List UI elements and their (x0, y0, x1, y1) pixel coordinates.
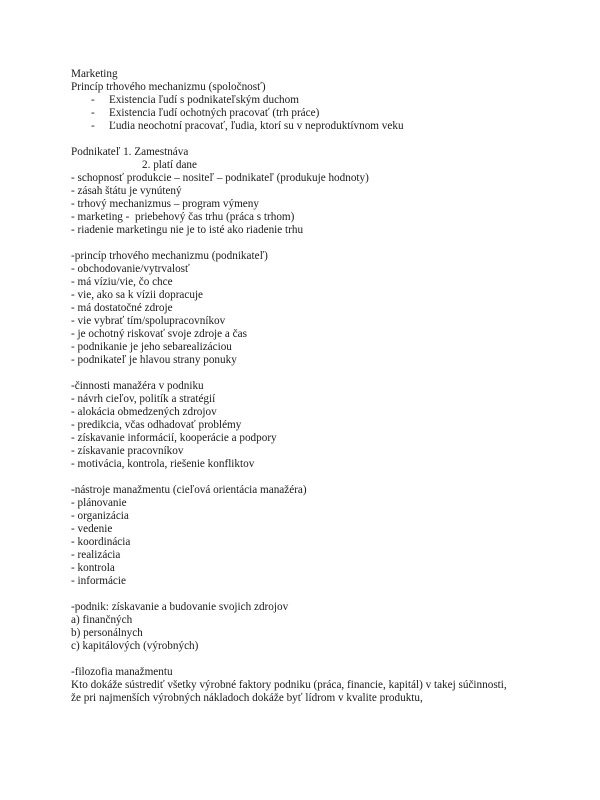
podnikatel-heading-second: 2. platí dane (142, 159, 197, 171)
list-item: - získavanie informácií, kooperácie a podpory (71, 432, 277, 444)
list-item: - koordinácia (71, 536, 131, 548)
list-item: - organizácia (71, 510, 129, 522)
filozofia-section (71, 666, 586, 705)
marketing-subtitle: Princíp trhového mechanizmu (spoločnosť) (71, 81, 266, 93)
list-item: - vie, ako sa k vízii dopracuje (71, 289, 204, 301)
marketing-bullet-list (71, 94, 586, 133)
bullet-dash: - (91, 94, 95, 106)
list-item: - schopnosť produkcie – nositeľ – podnikateľ (produkuje hodnoty) (71, 172, 369, 184)
marketing-section (71, 68, 586, 133)
list-item-text: Existencia ľudí ochotných pracovať (trh práce) (109, 107, 320, 119)
list-item: - vedenie (71, 523, 113, 535)
section-heading: -činnosti manažéra v podniku (71, 380, 204, 392)
nastroje-section (71, 484, 586, 588)
filozofia-paragraph: Kto dokáže sústrediť všetky výrobné faktory podniku (práca, financie, kapitál) v takej súčinnosti, že pri najmenších výrobných nákladoch dokáže byť lídrom v kvalite produktu, (71, 679, 507, 704)
list-item: - trhový mechanizmus – program výmeny (71, 198, 259, 210)
section-heading: -filozofia manažmentu (71, 666, 173, 678)
list-item: - návrh cieľov, politík a stratégií (71, 393, 216, 405)
list-item: - získavanie pracovníkov (71, 445, 184, 457)
podnik-section (71, 601, 586, 653)
list-item-text: Existencia ľudí s podnikateľským duchom (109, 94, 299, 106)
section-heading: -nástroje manažmentu (cieľová orientácia manažéra) (71, 484, 307, 496)
list-item: - zásah štátu je vynútený (71, 185, 182, 197)
bullet-dash: - (91, 107, 95, 119)
list-item: - obchodovanie/vytrvalosť (71, 263, 190, 275)
list-item: - motivácia, kontrola, riešenie konfliktov (71, 458, 255, 470)
list-item: - má dostatočné zdroje (71, 302, 173, 314)
document-page (71, 68, 586, 705)
section-heading: -princíp trhového mechanizmu (podnikateľ) (71, 250, 268, 262)
list-item (71, 94, 586, 107)
list-item: - informácie (71, 575, 126, 587)
bullet-dash: - (91, 120, 95, 132)
list-item: - kontrola (71, 562, 115, 574)
list-item: - marketing - priebehový čas trhu (práca s trhom) (71, 211, 295, 223)
list-item: - alokácia obmedzených zdrojov (71, 406, 217, 418)
list-item-text: Ľudia neochotní pracovať, ľudia, ktorí su v neproduktívnom veku (109, 120, 404, 132)
list-item (71, 107, 586, 120)
list-item: a) finančných (71, 614, 133, 626)
list-item: b) personálnych (71, 627, 143, 639)
list-item: c) kapitálových (výrobných) (71, 640, 199, 652)
list-item: - vie vybrať tím/spolupracovníkov (71, 315, 226, 327)
list-item: - podnikanie je jeho sebarealizáciou (71, 341, 232, 353)
list-item: - je ochotný riskovať svoje zdroje a čas (71, 328, 247, 340)
list-item (71, 120, 586, 133)
list-item: - realizácia (71, 549, 121, 561)
section-heading: -podnik: získavanie a budovanie svojich zdrojov (71, 601, 289, 613)
list-item: - plánovanie (71, 497, 127, 509)
list-item: - riadenie marketingu nie je to isté ako riadenie trhu (71, 224, 304, 236)
document-title: Marketing (71, 68, 118, 80)
list-item: - predikcia, včas odhadovať problémy (71, 419, 242, 431)
list-item: - podnikateľ je hlavou strany ponuky (71, 354, 237, 366)
princip-section (71, 250, 586, 367)
list-item: - má víziu/vie, čo chce (71, 276, 173, 288)
podnikatel-heading: Podnikateľ 1. Zamestnáva (71, 146, 189, 158)
podnikatel-section (71, 146, 586, 237)
cinnosti-section (71, 380, 586, 471)
